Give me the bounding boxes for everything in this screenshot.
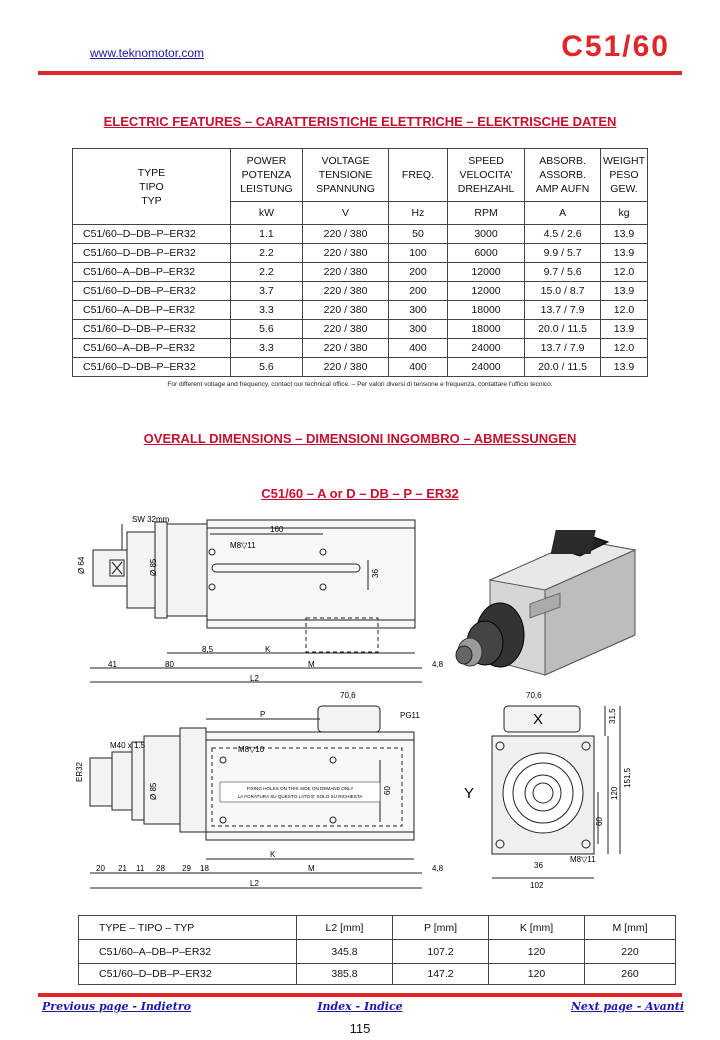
table-cell: 13.9 — [601, 358, 648, 377]
label-70-6: 70,6 — [340, 691, 356, 700]
top-divider — [38, 71, 682, 75]
table-cell: 12000 — [447, 263, 524, 282]
label-31-5: 31,5 — [608, 708, 617, 724]
label-60: 60 — [383, 786, 392, 795]
table-cell: C51/60–D–DB–P–ER32 — [73, 358, 231, 377]
table-cell: 4.5 / 2.6 — [525, 225, 601, 244]
label-18: 18 — [200, 864, 209, 873]
fixing-note-it: LA FORATURA SU QUESTO LATO E' SOLO SU RICHIESTA — [237, 794, 363, 799]
table-cell: 5.6 — [230, 320, 302, 339]
table-cell: 12.0 — [601, 339, 648, 358]
unit-cell: kW — [230, 202, 302, 225]
label-y: Y — [464, 785, 475, 802]
label-8-5: 8,5 — [202, 645, 214, 654]
label-m: M — [308, 660, 315, 669]
label-11: 11 — [136, 864, 145, 873]
table-cell: 3.3 — [230, 339, 302, 358]
table-cell: 20.0 / 11.5 — [525, 358, 601, 377]
technical-drawing — [60, 510, 660, 905]
table-cell: 9.7 / 5.6 — [525, 263, 601, 282]
table-cell: 3.3 — [230, 301, 302, 320]
model-title: C51/60 — [561, 30, 670, 63]
electric-features-table — [72, 148, 648, 377]
table-cell: 12000 — [447, 282, 524, 301]
table-cell: C51/60–D–DB–P–ER32 — [79, 964, 297, 985]
label-4-8: 4,8 — [432, 660, 444, 669]
table-cell: 12.0 — [601, 301, 648, 320]
table-cell: 200 — [389, 263, 448, 282]
label-102: 102 — [530, 881, 544, 890]
table-cell: 3.7 — [230, 282, 302, 301]
label-m-bottom: M — [308, 864, 315, 873]
fixing-note-en: FIXING HOLES ON THIS SIDE ON DEMAND ONLY — [246, 786, 354, 791]
label-er32: ER32 — [75, 761, 84, 782]
table-row — [79, 964, 676, 985]
label-m8-11: M8▽11 — [230, 541, 256, 550]
table-cell: 220 / 380 — [303, 263, 389, 282]
table-cell: 107.2 — [393, 940, 489, 964]
next-page-link[interactable]: Next page - Avanti — [570, 1000, 684, 1013]
label-pg11: PG11 — [400, 711, 420, 720]
unit-cell: Hz — [389, 202, 448, 225]
header-power: POWER POTENZA LEISTUNG — [230, 149, 302, 202]
unit-cell: V — [303, 202, 389, 225]
table-cell: C51/60–A–DB–P–ER32 — [73, 339, 231, 358]
label-m8-10: M8▽10 — [238, 745, 265, 754]
table-cell: 220 / 380 — [303, 339, 389, 358]
label-20: 20 — [96, 864, 105, 873]
label-29: 29 — [182, 864, 191, 873]
table-cell: 13.7 / 7.9 — [525, 339, 601, 358]
label-160: 160 — [270, 525, 284, 534]
electric-features-heading: ELECTRIC FEATURES – CARATTERISTICHE ELETTRICHE – ELEKTRISCHE DATEN — [103, 114, 617, 129]
unit-cell: kg — [601, 202, 648, 225]
table-row — [73, 358, 648, 377]
table-cell: C51/60–A–DB–P–ER32 — [73, 301, 231, 320]
table-cell: 200 — [389, 282, 448, 301]
header-m: M [mm] — [585, 916, 676, 940]
table-row — [73, 320, 648, 339]
table-row — [73, 339, 648, 358]
table-cell: 260 — [585, 964, 676, 985]
label-m8-11-end: M8▽11 — [570, 855, 596, 864]
bottom-divider — [38, 993, 682, 997]
label-28: 28 — [156, 864, 165, 873]
table-cell: 18000 — [447, 301, 524, 320]
table-cell: 220 / 380 — [303, 301, 389, 320]
table-row — [79, 940, 676, 964]
dimensions-table — [78, 915, 676, 985]
label-k: K — [265, 645, 271, 654]
index-link[interactable]: Index - Indice — [317, 1000, 403, 1013]
previous-page-link[interactable]: Previous page - Indietro — [42, 1000, 191, 1013]
label-d85-bottom: Ø 85 — [149, 782, 158, 800]
table-cell: 220 / 380 — [303, 225, 389, 244]
motor-render — [456, 530, 635, 675]
table-cell: 220 — [585, 940, 676, 964]
table-cell: 24000 — [447, 339, 524, 358]
table-cell: 400 — [389, 358, 448, 377]
table-row — [73, 282, 648, 301]
label-36: 36 — [371, 569, 380, 578]
label-k-bottom: K — [270, 850, 276, 859]
table-row — [73, 263, 648, 282]
header-absorb: ABSORB. ASSORB. AMP AUFN — [525, 149, 601, 202]
table-cell: C51/60–A–DB–P–ER32 — [73, 263, 231, 282]
label-p: P — [260, 710, 266, 719]
header-p: P [mm] — [393, 916, 489, 940]
header-voltage: VOLTAGE TENSIONE SPANNUNG — [303, 149, 389, 202]
table-cell: 20.0 / 11.5 — [525, 320, 601, 339]
table-cell: C51/60–D–DB–P–ER32 — [73, 244, 231, 263]
label-60-end: 60 — [595, 817, 604, 826]
table-header-row — [79, 916, 676, 940]
table-row — [73, 301, 648, 320]
table-cell: 18000 — [447, 320, 524, 339]
label-151-5: 151,5 — [623, 767, 632, 788]
table-cell: 12.0 — [601, 263, 648, 282]
header-l2: L2 [mm] — [297, 916, 393, 940]
label-4-8-bottom: 4,8 — [432, 864, 444, 873]
website-link[interactable]: www.teknomotor.com — [90, 46, 205, 60]
table-cell: 6000 — [447, 244, 524, 263]
header-freq: FREQ. — [389, 149, 448, 202]
header-type: TYPE TIPO TYP — [73, 149, 231, 225]
table-cell: 50 — [389, 225, 448, 244]
header-speed: SPEED VELOCITA' DREHZAHL — [447, 149, 524, 202]
voltage-note: For different voltage and frequency, contact our technical office. – Per valori diversi di tensione e frequenza, contattare l'ufficio tecnico. — [167, 381, 553, 388]
table-cell: 24000 — [447, 358, 524, 377]
table-row — [73, 244, 648, 263]
table-cell: C51/60–D–DB–P–ER32 — [73, 225, 231, 244]
table-cell: 5.6 — [230, 358, 302, 377]
page-number: 115 — [349, 1021, 371, 1036]
label-120: 120 — [610, 786, 619, 800]
table-cell: 9.9 / 5.7 — [525, 244, 601, 263]
label-21: 21 — [118, 864, 127, 873]
label-41: 41 — [108, 660, 117, 669]
table-row — [73, 225, 648, 244]
unit-cell: RPM — [447, 202, 524, 225]
table-cell: 2.2 — [230, 263, 302, 282]
table-cell: 120 — [489, 964, 585, 985]
table-cell: C51/60–D–DB–P–ER32 — [73, 320, 231, 339]
table-cell: 385.8 — [297, 964, 393, 985]
table-header-row — [73, 149, 648, 202]
table-cell: 1.1 — [230, 225, 302, 244]
dimensions-heading: OVERALL DIMENSIONS – DIMENSIONI INGOMBRO – ABMESSUNGEN — [143, 431, 577, 446]
header-type: TYPE – TIPO – TYP — [79, 916, 297, 940]
table-cell: 220 / 380 — [303, 282, 389, 301]
table-cell: 220 / 380 — [303, 244, 389, 263]
label-70-6-end: 70,6 — [526, 691, 542, 700]
dimensions-subheading: C51/60 – A or D – DB – P – ER32 — [261, 486, 459, 501]
table-cell: C51/60–D–DB–P–ER32 — [73, 282, 231, 301]
label-x: X — [533, 711, 544, 728]
label-36-end: 36 — [534, 861, 543, 870]
table-cell: 3000 — [447, 225, 524, 244]
label-l2: L2 — [250, 674, 259, 683]
label-sw: SW 32mm — [132, 515, 170, 524]
table-cell: 147.2 — [393, 964, 489, 985]
table-cell: 220 / 380 — [303, 358, 389, 377]
table-cell: 2.2 — [230, 244, 302, 263]
table-cell: 13.9 — [601, 225, 648, 244]
table-cell: C51/60–A–DB–P–ER32 — [79, 940, 297, 964]
table-cell: 100 — [389, 244, 448, 263]
table-cell: 345.8 — [297, 940, 393, 964]
header-weight: WEIGHT PESO GEW. — [601, 149, 648, 202]
label-m40: M40 x 1.5 — [110, 741, 146, 750]
table-cell: 220 / 380 — [303, 320, 389, 339]
table-cell: 300 — [389, 301, 448, 320]
table-cell: 13.7 / 7.9 — [525, 301, 601, 320]
table-cell: 300 — [389, 320, 448, 339]
header-k: K [mm] — [489, 916, 585, 940]
label-80: 80 — [165, 660, 174, 669]
table-cell: 400 — [389, 339, 448, 358]
table-cell: 15.0 / 8.7 — [525, 282, 601, 301]
label-d64: Ø 64 — [77, 556, 86, 574]
label-l2-bottom: L2 — [250, 879, 259, 888]
table-cell: 13.9 — [601, 282, 648, 301]
table-cell: 13.9 — [601, 320, 648, 339]
unit-cell: A — [525, 202, 601, 225]
table-cell: 120 — [489, 940, 585, 964]
table-cell: 13.9 — [601, 244, 648, 263]
label-d85: Ø 85 — [149, 558, 158, 576]
